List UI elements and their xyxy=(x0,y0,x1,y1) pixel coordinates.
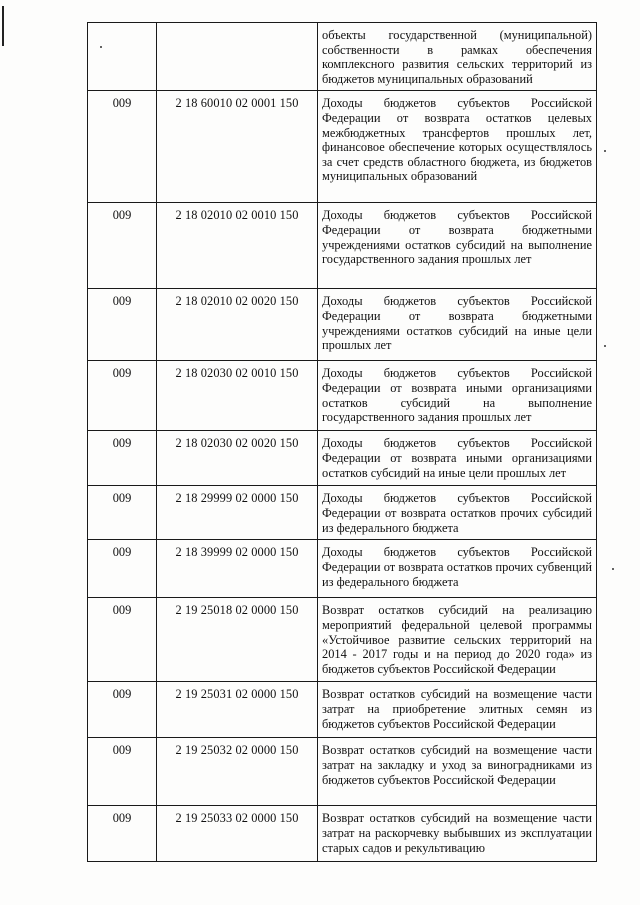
admin-code-cell: 009 xyxy=(88,540,157,598)
budget-classification-code-cell: 2 19 25033 02 0000 150 xyxy=(157,806,318,862)
revenue-name-cell xyxy=(318,806,597,862)
budget-classification-code-cell: 2 19 25032 02 0000 150 xyxy=(157,738,318,806)
revenue-name-cell xyxy=(318,738,597,806)
revenue-name-text: Доходы бюджетов субъектов Российской Федерации от возврата остатков целевых межбюджетных трансфертов прошлых лет, финансовое обеспечение которых осуществлялось за счет средств областного бюджета, из бюджетов муниципальных образований xyxy=(322,96,592,184)
budget-classification-code-cell: 2 18 02030 02 0020 150 xyxy=(157,431,318,486)
table-row xyxy=(88,682,597,738)
table-row xyxy=(88,91,597,203)
table-row xyxy=(88,806,597,862)
revenue-name-cell xyxy=(318,431,597,486)
table-row xyxy=(88,486,597,540)
budget-classification-code-cell: 2 18 02010 02 0010 150 xyxy=(157,203,318,289)
admin-code-cell xyxy=(88,23,157,91)
admin-code-cell: 009 xyxy=(88,738,157,806)
revenue-name-cell xyxy=(318,486,597,540)
table-row xyxy=(88,598,597,682)
table-row xyxy=(88,289,597,361)
budget-classification-code-cell: 2 18 02010 02 0020 150 xyxy=(157,289,318,361)
revenue-name-text: Доходы бюджетов субъектов Российской Федерации от возврата иными организациями остатков субсидий на выполнение государственного задания прошлых лет xyxy=(322,366,592,425)
scan-edge-mark xyxy=(2,6,4,46)
revenue-name-text: Доходы бюджетов субъектов Российской Федерации от возврата иными организациями остатков субсидий на иные цели прошлых лет xyxy=(322,436,592,480)
budget-code-table xyxy=(87,22,597,862)
revenue-name-cell xyxy=(318,598,597,682)
budget-classification-code-cell: 2 19 25018 02 0000 150 xyxy=(157,598,318,682)
revenue-name-text: Доходы бюджетов субъектов Российской Федерации от возврата остатков прочих субвенций из федерального бюджета xyxy=(322,545,592,589)
revenue-name-text: Возврат остатков субсидий на возмещение части затрат на раскорчевку выбывших из эксплуатации старых садов и рекультивацию xyxy=(322,811,592,855)
admin-code-cell: 009 xyxy=(88,486,157,540)
admin-code-cell: 009 xyxy=(88,598,157,682)
admin-code-cell: 009 xyxy=(88,682,157,738)
revenue-name-cell xyxy=(318,682,597,738)
table-row xyxy=(88,23,597,91)
revenue-name-text: объекты государственной (муниципальной) собственности в рамках обеспечения комплексного развития сельских территорий из бюджетов муниципальных образований xyxy=(322,28,592,86)
budget-classification-code-cell xyxy=(157,23,318,91)
admin-code-cell: 009 xyxy=(88,431,157,486)
scan-speck xyxy=(604,345,606,347)
revenue-name-text: Доходы бюджетов субъектов Российской Федерации от возврата бюджетными учреждениями остатков субсидий на выполнение государственного задания прошлых лет xyxy=(322,208,592,267)
admin-code-cell: 009 xyxy=(88,203,157,289)
admin-code-cell: 009 xyxy=(88,289,157,361)
admin-code-cell: 009 xyxy=(88,361,157,431)
revenue-name-text: Возврат остатков субсидий на реализацию мероприятий федеральной целевой программы «Устойчивое развитие сельских территорий на 2014 - 2017 годы и на период до 2020 года» из бюджетов субъектов Российской Федерации xyxy=(322,603,592,676)
admin-code-cell: 009 xyxy=(88,91,157,203)
table-row xyxy=(88,361,597,431)
revenue-name-text: Возврат остатков субсидий на возмещение части затрат на приобретение элитных семян из бюджетов субъектов Российской Федерации xyxy=(322,687,592,731)
revenue-name-cell xyxy=(318,91,597,203)
table-row xyxy=(88,203,597,289)
revenue-name-cell xyxy=(318,540,597,598)
budget-classification-code-cell: 2 19 25031 02 0000 150 xyxy=(157,682,318,738)
scan-speck xyxy=(612,568,614,570)
revenue-name-cell xyxy=(318,23,597,91)
revenue-name-cell xyxy=(318,361,597,431)
budget-classification-code-cell: 2 18 29999 02 0000 150 xyxy=(157,486,318,540)
revenue-name-text: Возврат остатков субсидий на возмещение части затрат на закладку и уход за виноградниками из бюджетов субъектов Российской Федерации xyxy=(322,743,592,787)
scan-speck xyxy=(604,150,606,152)
admin-code-cell: 009 xyxy=(88,806,157,862)
table-row xyxy=(88,738,597,806)
revenue-name-cell xyxy=(318,203,597,289)
budget-classification-code-cell: 2 18 02030 02 0010 150 xyxy=(157,361,318,431)
revenue-name-text: Доходы бюджетов субъектов Российской Федерации от возврата бюджетными учреждениями остатков субсидий на иные цели прошлых лет xyxy=(322,294,592,353)
revenue-name-text: Доходы бюджетов субъектов Российской Федерации от возврата остатков прочих субсидий из федерального бюджета xyxy=(322,491,592,535)
revenue-name-cell xyxy=(318,289,597,361)
table-row xyxy=(88,540,597,598)
budget-classification-code-cell: 2 18 39999 02 0000 150 xyxy=(157,540,318,598)
budget-classification-code-cell: 2 18 60010 02 0001 150 xyxy=(157,91,318,203)
table-row xyxy=(88,431,597,486)
